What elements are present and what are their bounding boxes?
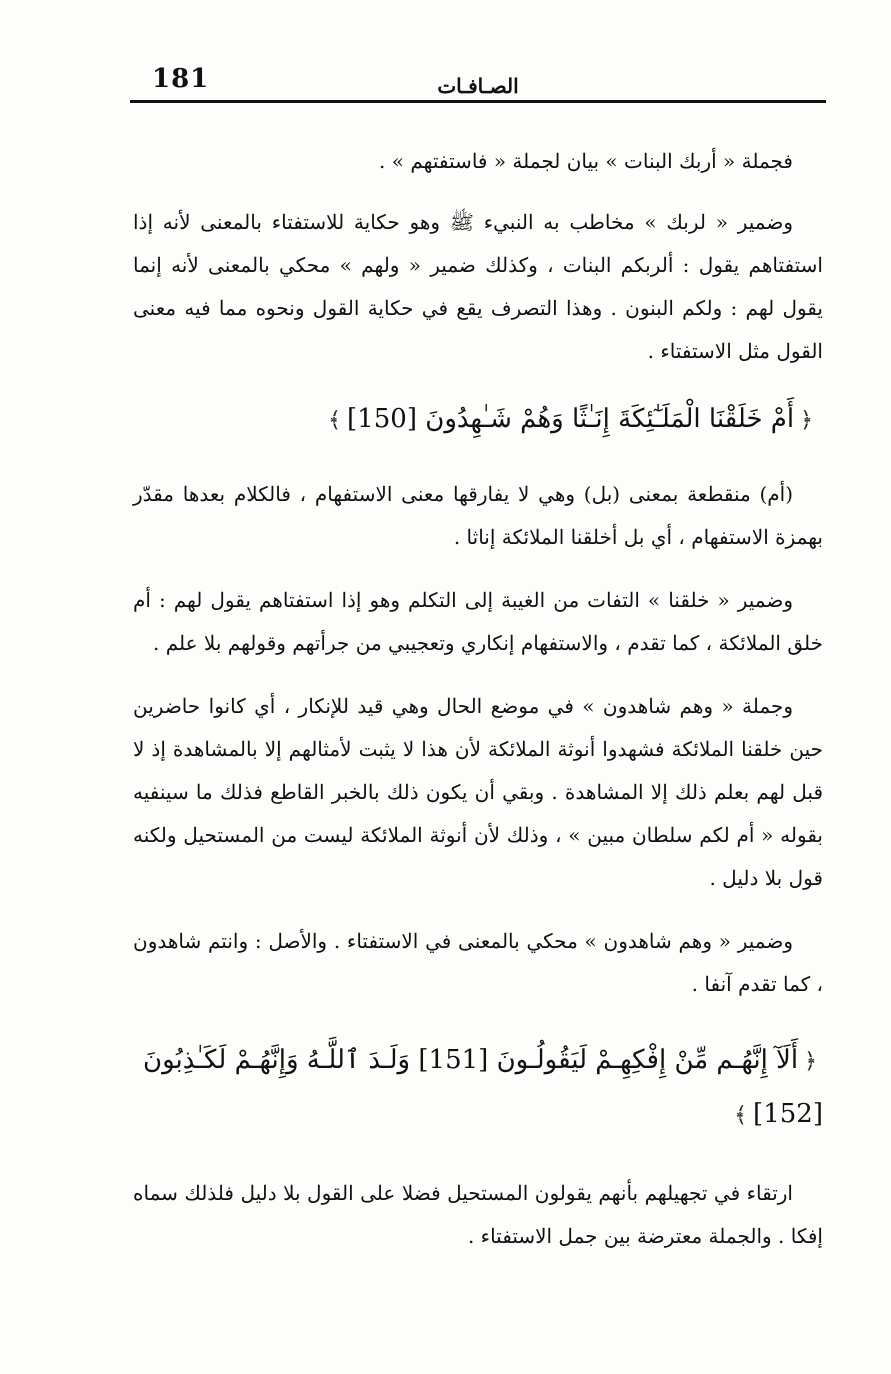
paragraph-6: وضمير « وهم شاهدون » محكي بالمعنى في الاستفتاء . والأصل : وانتم شاهدون ، كما تقدم آنفا . bbox=[133, 929, 823, 996]
verse-text: أَلَآ إِنَّهُـم مِّنْ إِفْكِهِـمْ لَيَقُولُـونَ [151] وَلَـدَ ٱللَّـهُ وَإِنَّهُـمْ لَكَـٰذِبُونَ [152] bbox=[143, 1045, 823, 1129]
verse-open-bracket: ﴿ bbox=[800, 408, 813, 433]
running-title: الصـافـات bbox=[437, 74, 519, 98]
page-header bbox=[130, 58, 826, 104]
page-body bbox=[133, 140, 823, 1278]
verse-text: أَمْ خَلَقْنَا الْمَلَـٰٓئِكَةَ إِنَـٰثًا وَهُمْ شَـٰهِدُونَ [150] bbox=[347, 404, 795, 434]
paragraph-3: (أم) منقطعة بمعنى (بل) وهي لا يفارقها معنى الاستفهام ، فالكلام بعدها مقدّر بهمزة الاستفهام ، أي بل أخلقنا الملائكة إناثا . bbox=[133, 482, 823, 549]
quran-verse-151-152 bbox=[133, 1034, 823, 1142]
quran-verse-150 bbox=[133, 393, 823, 447]
paragraph-4: وضمير « خلقنا » التفات من الغيبة إلى التكلم وهو إذا استفتاهم يقول لهم : أم خلق الملائكة ، كما تقدم ، والاستفهام إنكاري وتعجيبي من جرأتهم وقولهم بلا علم . bbox=[133, 588, 823, 655]
verse-close-bracket: ﴾ bbox=[734, 1103, 748, 1128]
paragraph-7: ارتقاء في تجهيلهم بأنهم يقولون المستحيل فضلا على القول بلا دليل فلذلك سماه إفكا . والجملة معترضة بين جمل الاستفتاء . bbox=[133, 1181, 823, 1248]
page-number: 181 bbox=[152, 64, 210, 94]
paragraph-5: وجملة « وهم شاهدون » في موضع الحال وهي قيد للإنكار ، أي كانوا حاضرين حين خلقنا الملائكة فشهدوا أنوثة الملائكة لأن هذا لا يثبت لأمثالهم إلا بالمشاهدة إذ لا قبل لهم بعلم ذلك إلا المشاهدة . وبقي أن يكون ذلك بالخبر القاطع فذلك ما سينفيه بقوله « أم لكم سلطان مبين » ، وذلك لأن أنوثة الملائكة ليست من المستحيل ولكنه قول بلا دليل . bbox=[133, 694, 823, 890]
paragraph-1: فجملة « أربك البنات » بيان لجملة « فاستفتهم » . bbox=[379, 149, 793, 173]
header-rule bbox=[130, 100, 826, 103]
paragraph-2: وضمير « لربك » مخاطب به النبيء ﷺ وهو حكاية للاستفتاء بالمعنى لأنه إذا استفتاهم يقول : ألربكم البنات ، وكذلك ضمير « ولهم » محكي بالمعنى لأنه إنما يقول لهم : ولكم البنون . وهذا التصرف يقع في حكاية القول ونحوه مما فيه معنى القول مثل الاستفتاء . bbox=[133, 210, 823, 363]
verse-open-bracket: ﴿ bbox=[804, 1049, 817, 1074]
verse-close-bracket: ﴾ bbox=[328, 408, 342, 433]
